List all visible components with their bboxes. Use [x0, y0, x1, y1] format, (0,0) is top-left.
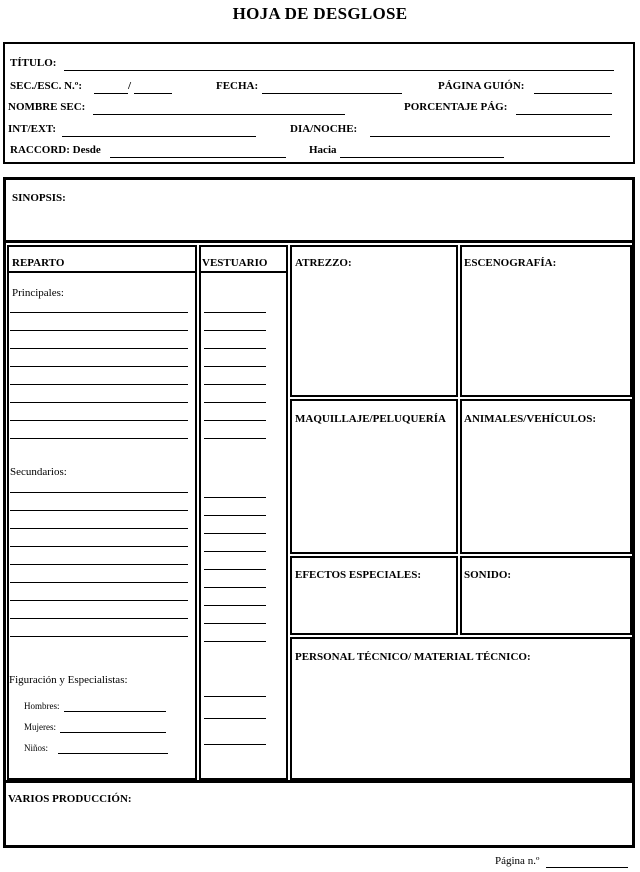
figuracion-label: Figuración y Especialistas:: [9, 674, 128, 686]
vestuario-line[interactable]: [204, 312, 266, 313]
nombre-sec-label: NOMBRE SEC:: [8, 101, 86, 113]
hombres-label: Hombres:: [24, 701, 60, 711]
pagina-number-label: Página n.º: [495, 855, 540, 867]
nombre-sec-field[interactable]: [93, 114, 345, 115]
varios-label: VARIOS PRODUCCIÓN:: [8, 793, 132, 805]
principal-line[interactable]: [10, 438, 188, 439]
dia-noche-field[interactable]: [370, 136, 610, 137]
raccord-desde-label: RACCORD: Desde: [10, 144, 101, 156]
fecha-field[interactable]: [262, 93, 402, 94]
mujeres-label: Mujeres:: [24, 722, 56, 732]
fecha-label: FECHA:: [216, 80, 259, 92]
principal-line[interactable]: [10, 402, 188, 403]
maquillaje-label: MAQUILLAJE/PELUQUERÍA: [295, 413, 446, 425]
sinopsis-label: SINOPSIS:: [12, 192, 66, 204]
secundario-line[interactable]: [10, 492, 188, 493]
efectos-box[interactable]: [290, 556, 458, 635]
principal-line[interactable]: [10, 312, 188, 313]
mujeres-field[interactable]: [60, 732, 166, 733]
vestuario-line[interactable]: [204, 533, 266, 534]
secundario-line[interactable]: [10, 636, 188, 637]
secundario-line[interactable]: [10, 618, 188, 619]
pagina-guion-label: PÁGINA GUIÓN:: [438, 80, 525, 92]
vestuario-line[interactable]: [204, 623, 266, 624]
vestuario-line[interactable]: [204, 497, 266, 498]
page-title: HOJA DE DESGLOSE: [232, 4, 408, 23]
principales-label: Principales:: [12, 287, 64, 299]
animales-label: ANIMALES/VEHÍCULOS:: [464, 413, 597, 425]
vestuario-line[interactable]: [204, 330, 266, 331]
vestuario-line[interactable]: [204, 605, 266, 606]
raccord-desde-field[interactable]: [110, 157, 286, 158]
porcentaje-label: PORCENTAJE PÁG:: [404, 101, 508, 113]
vestuario-box: [199, 245, 288, 780]
vestuario-line[interactable]: [204, 515, 266, 516]
int-ext-label: INT/EXT:: [8, 123, 57, 135]
ninos-label: Niños:: [24, 743, 49, 753]
vestuario-line[interactable]: [204, 420, 266, 421]
vestuario-line[interactable]: [204, 587, 266, 588]
vestuario-line[interactable]: [204, 744, 266, 745]
titulo-label: TÍTULO:: [10, 57, 57, 69]
secundario-line[interactable]: [10, 546, 188, 547]
varios-divider: [4, 780, 634, 783]
atrezzo-label: ATREZZO:: [295, 257, 352, 269]
principal-line[interactable]: [10, 420, 188, 421]
vestuario-line[interactable]: [204, 384, 266, 385]
vestuario-line[interactable]: [204, 348, 266, 349]
personal-label: PERSONAL TÉCNICO/ MATERIAL TÉCNICO:: [295, 651, 531, 663]
reparto-header-rule: [7, 271, 197, 273]
vestuario-line[interactable]: [204, 551, 266, 552]
esc-number-field[interactable]: [134, 93, 172, 94]
sinopsis-divider: [4, 240, 634, 243]
sonido-label: SONIDO:: [464, 569, 512, 581]
vestuario-line[interactable]: [204, 402, 266, 403]
sec-esc-slash: /: [128, 80, 132, 92]
vestuario-line[interactable]: [204, 696, 266, 697]
vestuario-line[interactable]: [204, 718, 266, 719]
hacia-field[interactable]: [340, 157, 504, 158]
sec-esc-label: SEC./ESC. N.º:: [10, 80, 83, 92]
hombres-field[interactable]: [64, 711, 166, 712]
vestuario-line[interactable]: [204, 366, 266, 367]
vestuario-header: VESTUARIO: [202, 257, 268, 269]
sec-number-field[interactable]: [94, 93, 128, 94]
escenografia-label: ESCENOGRAFÍA:: [464, 257, 557, 269]
dia-noche-label: DIA/NOCHE:: [290, 123, 358, 135]
int-ext-field[interactable]: [62, 136, 256, 137]
secundario-line[interactable]: [10, 582, 188, 583]
pagina-guion-field[interactable]: [534, 93, 612, 94]
secundario-line[interactable]: [10, 528, 188, 529]
vestuario-line[interactable]: [204, 641, 266, 642]
sonido-box[interactable]: [460, 556, 632, 635]
hacia-label: Hacia: [309, 144, 337, 156]
secundario-line[interactable]: [10, 510, 188, 511]
principal-line[interactable]: [10, 384, 188, 385]
titulo-field[interactable]: [64, 70, 614, 71]
porcentaje-field[interactable]: [516, 114, 612, 115]
reparto-header: REPARTO: [12, 257, 65, 269]
principal-line[interactable]: [10, 348, 188, 349]
secundario-line[interactable]: [10, 564, 188, 565]
vestuario-line[interactable]: [204, 438, 266, 439]
efectos-label: EFECTOS ESPECIALES:: [295, 569, 422, 581]
pagina-number-field[interactable]: [546, 867, 628, 868]
secundarios-label: Secundarios:: [10, 466, 67, 478]
principal-line[interactable]: [10, 330, 188, 331]
principal-line[interactable]: [10, 366, 188, 367]
ninos-field[interactable]: [58, 753, 168, 754]
reparto-box: [7, 245, 197, 780]
vestuario-line[interactable]: [204, 569, 266, 570]
secundario-line[interactable]: [10, 600, 188, 601]
vestuario-header-rule: [199, 271, 288, 273]
